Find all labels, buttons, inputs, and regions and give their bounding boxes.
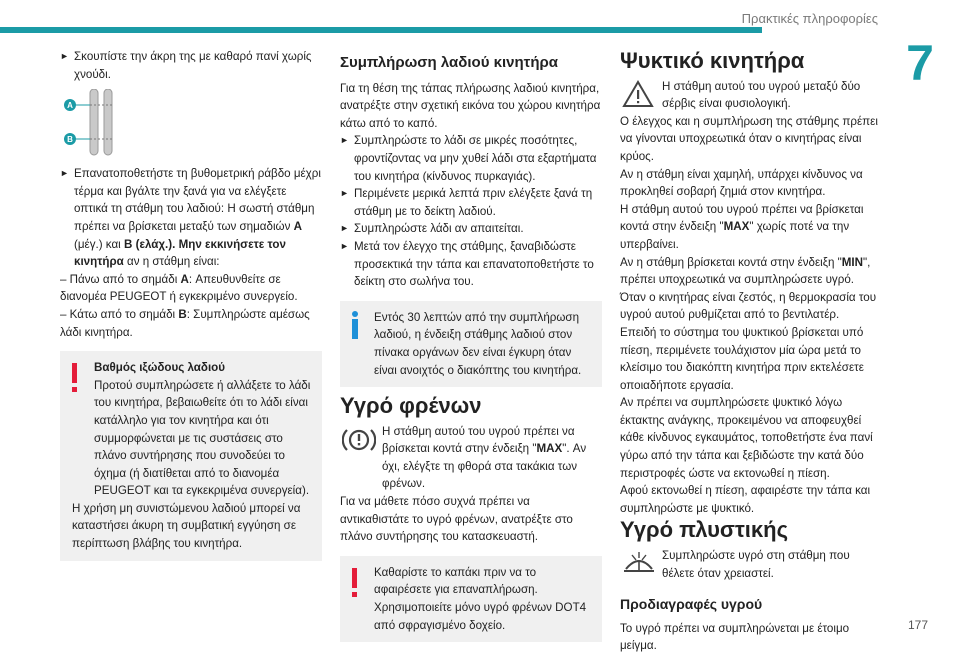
washer-text: Συμπληρώστε υγρό στη στάθμη που θέλετε όταν χρειαστεί. bbox=[662, 549, 850, 580]
heading-washer-fluid: Υγρό πλυστικής bbox=[620, 517, 789, 543]
header-accent-bar bbox=[0, 27, 762, 33]
warning-title: Βαθμός ιξώδους λαδιού bbox=[94, 361, 225, 375]
coolant-p3: Η στάθμη αυτού του υγρού πρέπει να βρίσκεται κοντά στην ένδειξη "MAX" χωρίς ποτέ να την υπερβαίνει. bbox=[620, 202, 864, 251]
coolant-p2: Αν η στάθμη είναι χαμηλή, υπάρχει κίνδυνος να προκληθεί σοβαρή ζημιά στον κινητήρα. bbox=[620, 167, 863, 199]
case-below-b: – Κάτω από το σημάδι B: Συμπληρώστε αμέσως λάδι κινητήρα. bbox=[60, 307, 310, 339]
chapter-number: 7 bbox=[906, 35, 934, 91]
oil-step-1: ► Συμπληρώστε το λάδι σε μικρές ποσότητες, φροντίζοντας να μην χυθεί λάδι στα εξαρτήματα του κινητήρα (κίνδυνος πυρκαγιάς). bbox=[340, 132, 602, 185]
oil-info-box bbox=[340, 301, 602, 387]
column-3 bbox=[620, 48, 882, 655]
heading-oil-topup: Συμπλήρωση λαδιού κινητήρα bbox=[340, 54, 558, 71]
column-2 bbox=[340, 48, 602, 652]
viscosity-warning-box bbox=[60, 351, 322, 561]
hazard-triangle-icon bbox=[622, 80, 654, 108]
running-header: Πρακτικές πληροφορίες bbox=[741, 11, 878, 26]
warning-text-2: Η χρήση μη συνιστώμενου λαδιού μπορεί να καταστήσει άκυρη τη συμβατική εγγύηση σε περίπτωση βλάβης του κινητήρα. bbox=[72, 501, 301, 551]
oil-step-3: ► Συμπληρώστε λάδι αν απαιτείται. bbox=[340, 220, 602, 238]
heading-fluid-spec: Προδιαγραφές υγρού bbox=[620, 596, 763, 613]
marker-a-label: A bbox=[67, 101, 73, 111]
oil-step-4: ► Μετά τον έλεγχο της στάθμης, ξαναβιδώστε προσεκτικά την τάπα και επανατοποθετήστε το δείκτη στο σωλήνα του. bbox=[340, 238, 602, 291]
coolant-p7: Αν πρέπει να συμπληρώσετε ψυκτικό λόγω έκτακτης ανάγκης, προκειμένου να αποφευχθεί κάθε κίνδυνος εγκαυμάτος, τοποθετήστε ένα πανί γύρω από την τάπα και ξεβιδώστε την κατά δύο περιστροφές ώστε να εκτονωθεί η πίεση. bbox=[620, 396, 873, 480]
column-1 bbox=[60, 48, 322, 571]
coolant-p1: Ο έλεγχος και η συμπλήρωση της στάθμης πρέπει να γίνονται υποχρεωτικά όταν ο κινητήρας είναι κρύος. bbox=[620, 114, 878, 163]
marker-b-label: B bbox=[67, 135, 73, 145]
info-icon bbox=[352, 311, 358, 317]
page-number: 177 bbox=[907, 618, 928, 632]
brake-level-row bbox=[340, 423, 602, 493]
step-wipe: ► Σκουπίστε την άκρη της με καθαρό πανί χωρίς χνούδι. bbox=[60, 48, 322, 83]
coolant-warning-row bbox=[620, 78, 882, 113]
brake-warning-text: Καθαρίστε το καπάκι πριν να το αφαιρέσετε για επαναπλήρωση. Χρησιμοποιείτε μόνο υγρό φρένων DOT4 από σφραγισμένο δοχείο. bbox=[374, 565, 587, 632]
spec-text: Το υγρό πρέπει να συμπληρώνεται με έτοιμο μείγμα. bbox=[620, 621, 850, 653]
washer-fluid-icon bbox=[622, 549, 656, 575]
coolant-p5: Όταν ο κινητήρας είναι ζεστός, η θερμοκρασία του υγρού αυτού ρυθμίζεται από το βεντιλατέρ. bbox=[620, 290, 877, 322]
coolant-p4: Αν η στάθμη βρίσκεται κοντά στην ένδειξη "MIN", πρέπει υποχρεωτικά να συμπληρώσετε υγρό. bbox=[620, 255, 871, 287]
heading-brake-fluid: Υγρό φρένων bbox=[340, 393, 482, 419]
brake-warning-box bbox=[340, 556, 602, 642]
dipstick-illustration bbox=[60, 89, 150, 159]
heading-coolant: Ψυκτικό κινητήρα bbox=[620, 48, 805, 73]
case-above-a: – Πάνω από το σημάδι A: Απευθυνθείτε σε διανομέα PEUGEOT ή εγκεκριμένο συνεργείο. bbox=[60, 272, 298, 304]
brake-level-text: Η στάθμη αυτού του υγρού πρέπει να βρίσκεται κοντά στην ένδειξη "MAX". Αν όχι, ελέγξτε τη φθορά στα τακάκια των φρένων. bbox=[382, 424, 587, 491]
washer-row bbox=[620, 547, 882, 582]
coolant-p8: Αφού εκτονωθεί η πίεση, αφαιρέστε την τάπα και συμπληρώστε με ψυκτικό. bbox=[620, 484, 871, 515]
brake-warning-icon bbox=[342, 425, 376, 455]
warning-exclamation-icon bbox=[72, 363, 77, 383]
brake-interval-text: Για να μάθετε πόσο συχνά πρέπει να αντικαθιστάτε το υγρό φρένων, ανατρέξτε στο πλάνο συντήρησης του κατασκευαστή. bbox=[340, 495, 573, 544]
step-reinsert: ► Επανατοποθετήστε τη βυθομετρική ράβδο μέχρι τέρμα και βγάλτε την ξανά για να ελέγξετε οπτικά τη στάθμη του λαδιού: Η σωστή στάθμη πρέπει να βρίσκεται μεταξύ των σημαδιών A (μέγ.) και B (ελάχ.). Μην εκκινήσετε τον κινητήρα αν η στάθμη είναι: bbox=[60, 165, 322, 271]
coolant-warning-text: Η στάθμη αυτού του υγρού μεταξύ δύο σέρβις είναι φυσιολογική. bbox=[662, 79, 861, 111]
info-text: Εντός 30 λεπτών από την συμπλήρωση λαδιού, η ένδειξη στάθμης λαδιού στον πίνακα οργάνων δεν είναι έγκυρη όταν είναι ανοιχτός ο διακόπτης του κινητήρα. bbox=[374, 310, 582, 377]
dipstick-icon bbox=[60, 89, 150, 159]
oil-step-2: ► Περιμένετε μερικά λεπτά πριν ελέγξετε ξανά τη στάθμη με το δείκτη λαδιού. bbox=[340, 185, 602, 220]
oil-intro: Για τη θέση της τάπας πλήρωσης λαδιού κινητήρα, ανατρέξτε στην σχετική εικόνα του χώρου κινητήρα κάτω από το καπό. bbox=[340, 81, 601, 130]
warning-text: Προτού συμπληρώσετε ή αλλάξετε το λάδι του κινητήρα, βεβαιωθείτε ότι το λάδι είναι κατάλληλο για τον κινητήρα και ότι συμμορφώνεται με τις συστάσεις στο πλάνο συντήρησης που συνοδεύει το όχημα (ή διατίθεται από το διανομέα PEUGEOT και τα εγκεκριμένα συνεργεία). bbox=[94, 378, 311, 498]
warning-exclamation-icon bbox=[352, 568, 357, 588]
coolant-p6: Επειδή το σύστημα του ψυκτικού βρίσκεται υπό πίεση, περιμένετε τουλάχιστον μία ώρα μετά το κλείσιμο του διακόπτη κινητήρα πριν εκτελέσετε οποιαδήποτε εργασία. bbox=[620, 325, 864, 392]
